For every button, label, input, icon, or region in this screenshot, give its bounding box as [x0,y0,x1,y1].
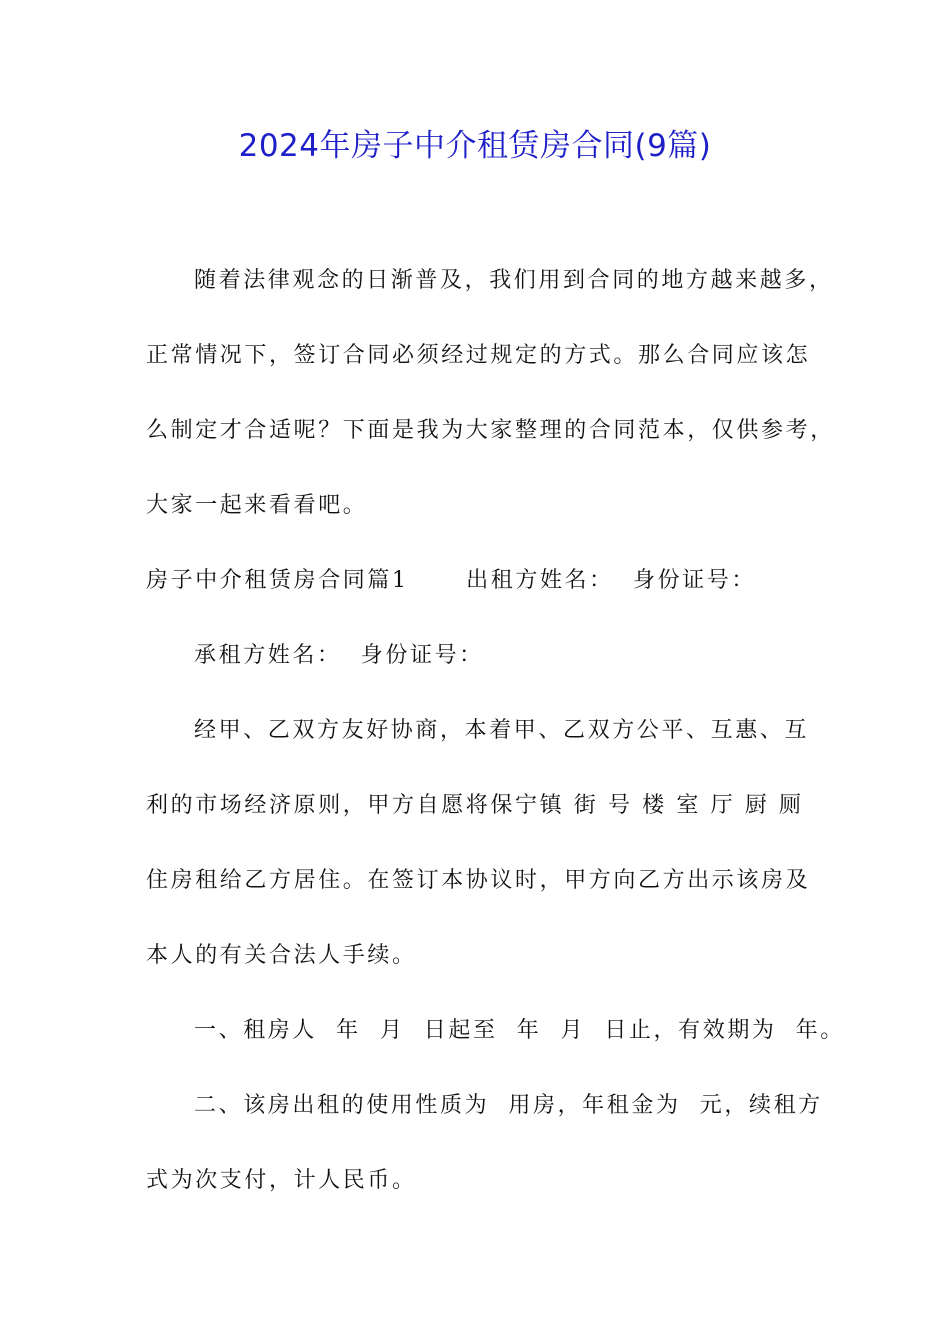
clause-1: 一、租房人 年 月 日起至 年 月 日止，有效期为 年。 [194,1018,845,1043]
section-heading: 房子中介租赁房合同篇1 出租方姓名： 身份证号： [146,568,756,593]
clause-2-line-2: 式为次支付，计人民币。 [146,1168,417,1193]
agreement-line-1: 经甲、乙双方友好协商，本着甲、乙双方公平、互惠、互 [194,718,810,743]
document-title: 2024年房子中介租赁房合同(9篇) [238,128,712,164]
intro-line-1: 随着法律观念的日渐普及，我们用到合同的地方越来越多， [194,268,834,293]
intro-line-3: 么制定才合适呢？下面是我为大家整理的合同范本，仅供参考， [146,418,835,443]
lessee-line: 承租方姓名： 身份证号： [194,643,484,668]
agreement-line-2: 利的市场经济原则，甲方自愿将保宁镇 街 号 楼 室 厅 厨 厕 [146,793,804,818]
intro-line-2: 正常情况下，签订合同必须经过规定的方式。那么合同应该怎 [146,343,811,368]
intro-line-4: 大家一起来看看吧。 [146,493,368,518]
agreement-line-4: 本人的有关合法人手续。 [146,943,417,968]
agreement-line-3: 住房租给乙方居住。在签订本协议时，甲方向乙方出示该房及 [146,868,811,893]
clause-2-line-1: 二、该房出租的使用性质为 用房，年租金为 元，续租方 [194,1093,823,1118]
